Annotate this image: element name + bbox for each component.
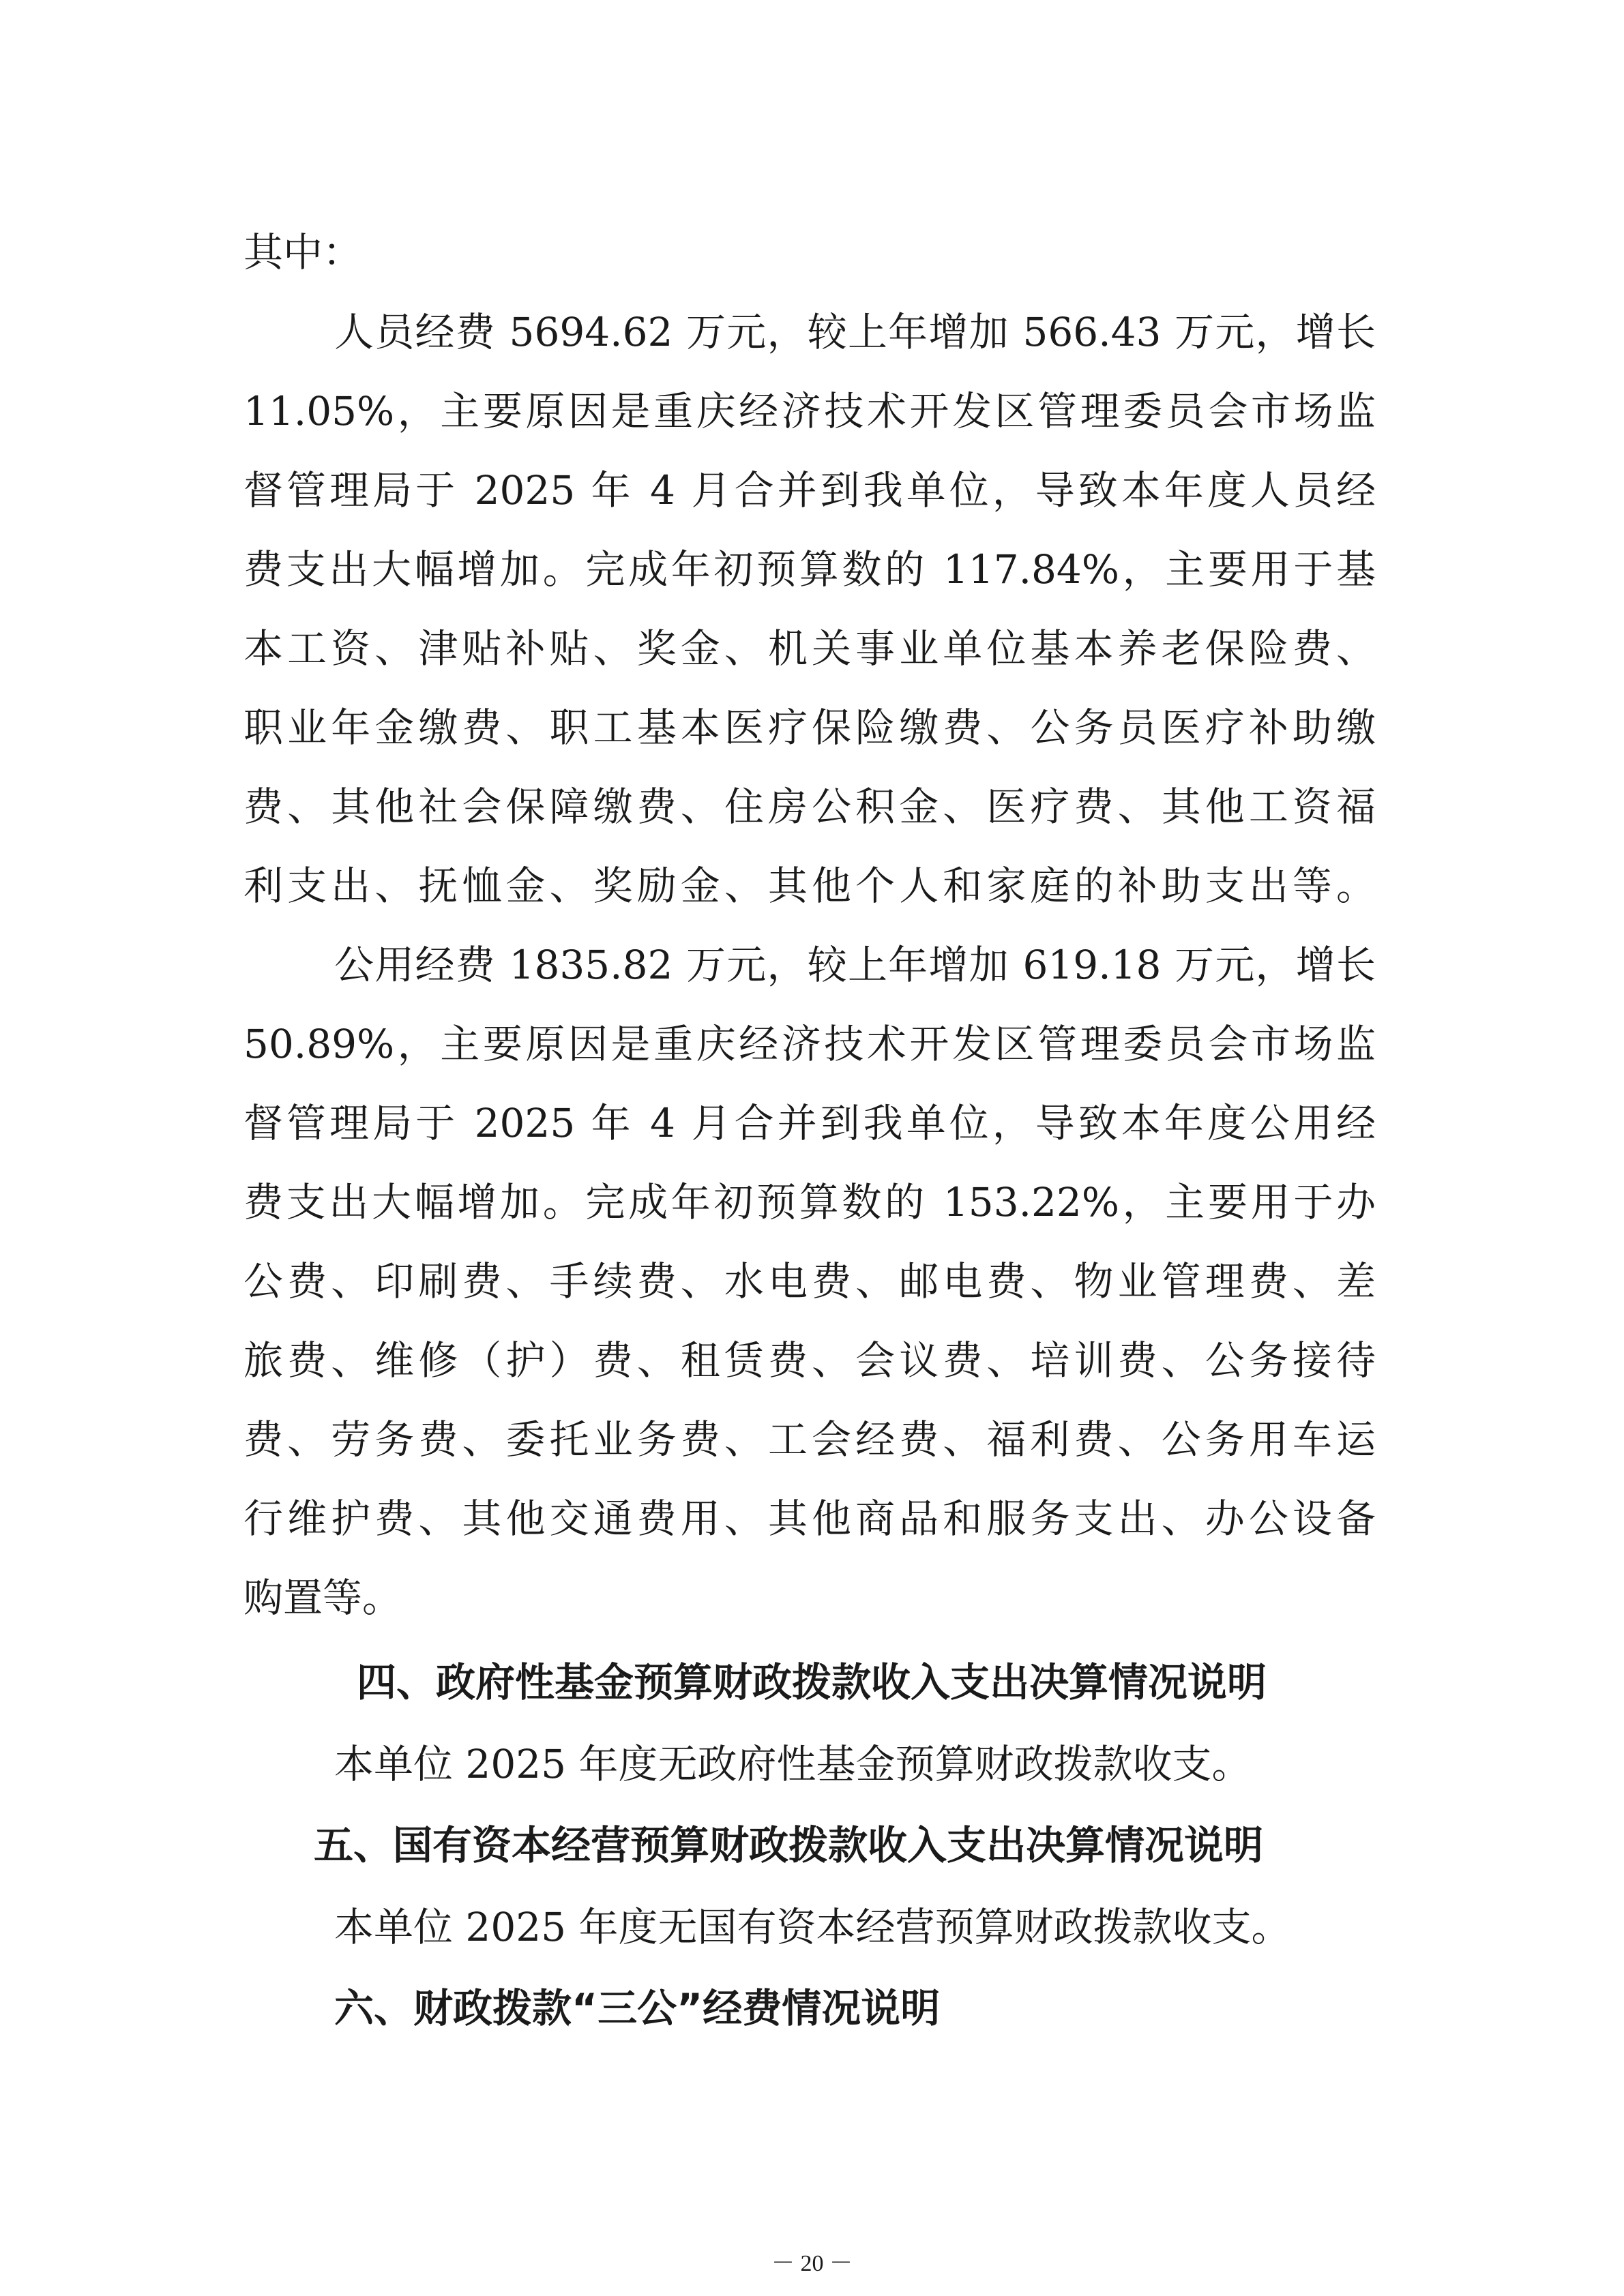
personnel-line-7: 费、其他社会保障缴费、住房公积金、医疗费、其他工资福	[243, 784, 1376, 830]
public-line-6: 旅费、维修（护）费、租赁费、会议费、培训费、公务接待	[243, 1337, 1376, 1384]
public-line-5: 公费、印刷费、手续费、水电费、邮电费、物业管理费、差	[243, 1258, 1376, 1304]
section-6-heading: 六、财政拨款“三公”经费情况说明	[334, 1985, 941, 2031]
personnel-line-1: 人员经费 5694.62 万元，较上年增加 566.43 万元，增长	[334, 309, 1376, 355]
public-line-1: 公用经费 1835.82 万元，较上年增加 619.18 万元，增长	[334, 942, 1376, 988]
personnel-line-5: 本工资、津贴补贴、奖金、机关事业单位基本养老保险费、	[243, 625, 1376, 672]
section-4-body: 本单位 2025 年度无政府性基金预算财政拨款收支。	[334, 1741, 1252, 1787]
public-line-3: 督管理局于 2025 年 4 月合并到我单位，导致本年度公用经	[243, 1100, 1376, 1146]
personnel-line-4: 费支出大幅增加。完成年初预算数的 117.84%，主要用于基	[243, 546, 1376, 593]
personnel-line-8: 利支出、抚恤金、奖励金、其他个人和家庭的补助支出等。	[243, 863, 1376, 909]
public-line-4: 费支出大幅增加。完成年初预算数的 153.22%，主要用于办	[243, 1179, 1376, 1225]
personnel-line-2: 11.05%，主要原因是重庆经济技术开发区管理委员会市场监	[243, 388, 1376, 434]
intro-text: 其中：	[243, 229, 363, 275]
section-4-heading: 四、政府性基金预算财政拨款收入支出决算情况说明	[357, 1659, 1267, 1705]
public-line-9: 购置等。	[243, 1575, 402, 1621]
personnel-line-3: 督管理局于 2025 年 4 月合并到我单位，导致本年度人员经	[243, 467, 1376, 513]
section-5-body: 本单位 2025 年度无国有资本经营预算财政拨款收支。	[334, 1904, 1291, 1950]
public-line-2: 50.89%，主要原因是重庆经济技术开发区管理委员会市场监	[243, 1021, 1376, 1067]
public-line-8: 行维护费、其他交通费用、其他商品和服务支出、办公设备	[243, 1495, 1376, 1542]
page-number: － 20 －	[771, 2251, 853, 2276]
section-5-heading: 五、国有资本经营预算财政拨款收入支出决算情况说明	[314, 1822, 1264, 1868]
public-line-7: 费、劳务费、委托业务费、工会经费、福利费、公务用车运	[243, 1416, 1376, 1463]
personnel-line-6: 职业年金缴费、职工基本医疗保险缴费、公务员医疗补助缴	[243, 704, 1376, 751]
